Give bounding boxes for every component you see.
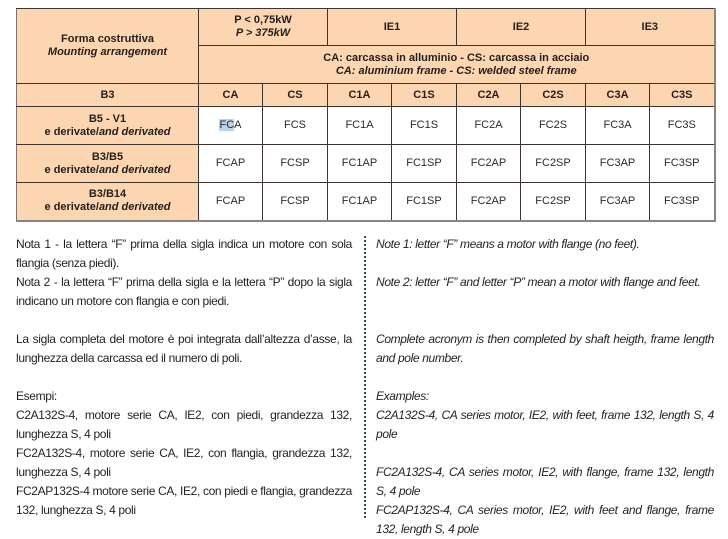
example-1-it: C2A132S-4, motore serie CA, IE2, con piedi, grandezza 132, lunghezza S, 4 poli — [16, 408, 352, 441]
code-c1a: C1A — [328, 84, 392, 107]
code-c3a: C3A — [586, 84, 650, 107]
row-label-en: and derivated — [98, 125, 171, 138]
mounting-header-it: Forma costruttiva — [61, 33, 154, 45]
code-c2s: C2S — [521, 84, 586, 107]
table-cell: FC1AP — [328, 183, 392, 221]
code-c1s: C1S — [392, 84, 457, 107]
table-cell: FC3S — [650, 107, 715, 145]
code-cs: CS — [263, 84, 328, 107]
table-cell-selected[interactable]: FCA — [199, 107, 263, 145]
notes-english — [376, 235, 714, 539]
table-cell: FC3SP — [650, 145, 715, 183]
power-range-header — [199, 9, 328, 46]
table-cell: FC2A — [457, 107, 521, 145]
row-label-b5-v1 — [17, 107, 199, 145]
row-label-main: B3/B14 — [88, 188, 127, 201]
frame-legend-en: CA: aluminium frame - CS: welded steel frame — [335, 64, 577, 77]
table-row — [17, 145, 715, 183]
table-cell: FC3AP — [586, 145, 650, 183]
column-divider — [364, 236, 366, 518]
table-cell: FC1SP — [392, 183, 457, 221]
example-2-en: FC2A132S-4, CA series motor, IE2, with flange, frame 132, length S, 4 pole — [376, 465, 714, 498]
note-2-it: Nota 2 - la lettera “F” prima della sigla e la lettera “P” dopo la sigla indicano un motore con flangia e con piedi. — [16, 275, 352, 308]
row-label-it: e derivate/ — [44, 125, 99, 138]
mounting-arrangement-header — [17, 9, 199, 84]
mounting-header-en: Mounting arrangement — [47, 46, 168, 58]
power-low: P < 0,75kW — [234, 14, 292, 26]
table-cell: FC1S — [392, 107, 457, 145]
examples-title-en: Examples: — [376, 389, 429, 403]
example-3-it: FC2AP132S-4 motore serie CA, IE2, con piedi e flangia, grandezza 132, lunghezza S, 4 poli — [16, 484, 352, 517]
row-label-main: B3/B5 — [91, 150, 124, 163]
code-c3s: C3S — [650, 84, 715, 107]
example-1-en: C2A132S-4, CA series motor, IE2, with feet, frame 132, length S, 4 pole — [376, 408, 714, 441]
row-label-b3-b5 — [17, 145, 199, 183]
row-label-b3-b14 — [17, 183, 199, 221]
row-label-main: B5 - V1 — [88, 112, 127, 125]
table-cell: FCSP — [263, 145, 328, 183]
row-label-en: and derivated — [98, 201, 171, 214]
table-cell: FC1SP — [392, 145, 457, 183]
acronym-note-en: Complete acronym is then completed by shaft heigth, frame length and pole number. — [376, 332, 714, 365]
ie1-header: IE1 — [328, 9, 457, 46]
table-cell: FCS — [263, 107, 328, 145]
note-1-it: Nota 1 - la lettera “F” prima della sigla indica un motore con sola flangia (senza piedi). — [16, 237, 352, 270]
table-cell: FC3A — [586, 107, 650, 145]
example-2-it: FC2A132S-4, motore serie CA, IE2, con flangia, grandezza 132, lunghezza S, 4 poli — [16, 446, 352, 479]
note-1-en: Note 1: letter “F” means a motor with flange (no feet). — [376, 237, 640, 251]
frame-type-legend — [199, 46, 715, 84]
designation-note-it: La sigla completa del motore è poi integrata dall’altezza d’asse, la lunghezza della carcassa ed il numero di poli. — [16, 332, 352, 365]
table-row — [17, 107, 715, 145]
table-cell: FC3AP — [586, 183, 650, 221]
selected-text[interactable]: FC — [219, 119, 235, 131]
row-label-it: e derivate/ — [44, 201, 99, 214]
ie3-header: IE3 — [586, 9, 715, 46]
ie2-header: IE2 — [457, 9, 586, 46]
examples-title-it: Esempi: — [16, 389, 57, 403]
motor-designation-table — [16, 8, 716, 222]
row-label-it: e derivate/ — [44, 163, 99, 176]
table-cell: FC3SP — [650, 183, 715, 221]
table-cell: FC2AP — [457, 145, 521, 183]
table-row — [17, 183, 715, 221]
table-cell: FC2SP — [521, 145, 586, 183]
table-cell: FC2AP — [457, 183, 521, 221]
code-row-label: B3 — [17, 84, 199, 107]
table-cell: FCAP — [199, 183, 263, 221]
note-2-en: Note 2: letter “F” and letter “P” mean a motor with flange and feet. — [376, 275, 701, 289]
example-3-en: FC2AP132S-4, CA series motor, IE2, with feet and flange, frame 132, length S, 4 pole — [376, 503, 714, 536]
table-cell: FCAP — [199, 145, 263, 183]
table-cell: FC2SP — [521, 183, 586, 221]
row-label-en: and derivated — [98, 163, 171, 176]
table-cell: FC1A — [328, 107, 392, 145]
power-high: P > 375kW — [235, 27, 291, 39]
table-cell: FC2S — [521, 107, 586, 145]
code-ca: CA — [199, 84, 263, 107]
code-c2a: C2A — [457, 84, 521, 107]
table-cell: FC1AP — [328, 145, 392, 183]
table-cell: FCSP — [263, 183, 328, 221]
notes-italian — [16, 235, 352, 520]
frame-legend-it: CA: carcassa in alluminio - CS: carcassa in acciaio — [323, 51, 590, 64]
